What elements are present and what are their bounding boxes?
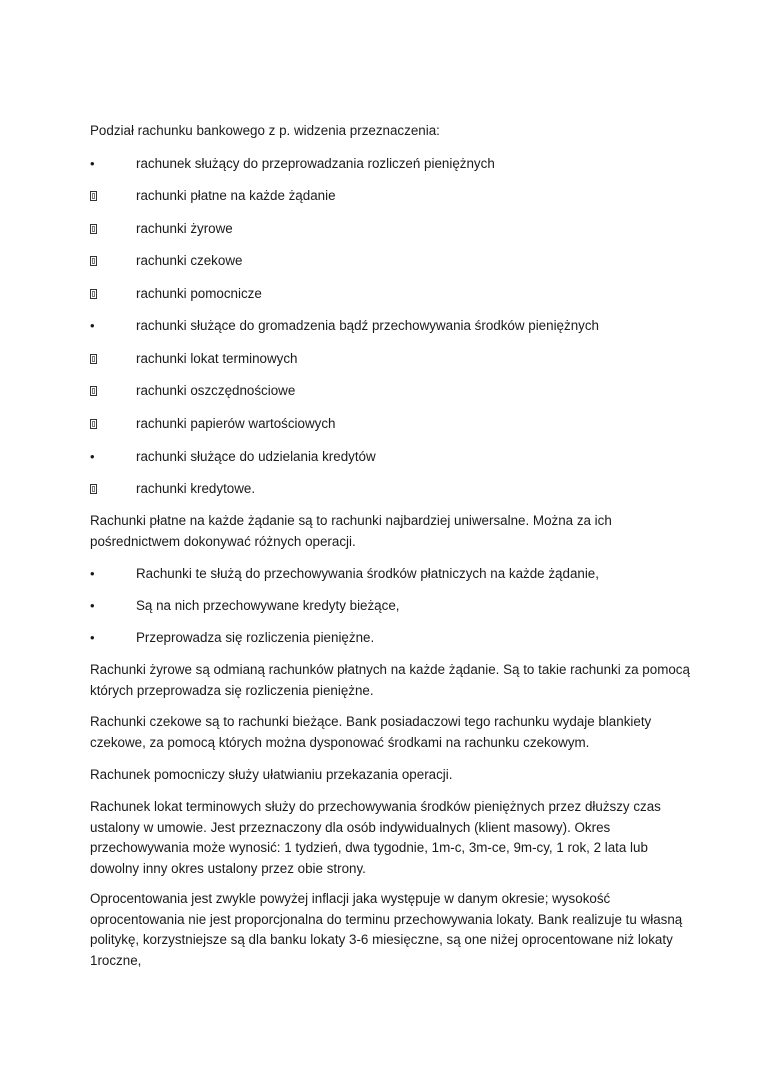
paragraph: Rachunek lokat terminowych służy do przechowywania środków pieniężnych przez dłuższy czas ustalony w umowie. Jest przeznaczony dla osób indywidualnych (klient masowy). Okres przechowywania może wynosić: 1 tydzień, dwa tygodnie, 1m-c, 3m-ce, 9m-cy, 1 rok, 2 lata lub dowolny inny okres ustalony przez obie strony. (90, 799, 661, 876)
missing-glyph-icon (90, 251, 110, 271)
missing-glyph-icon (90, 479, 110, 499)
missing-glyph-icon (90, 284, 110, 304)
bullet-icon: • (90, 156, 95, 171)
missing-glyph-icon (90, 219, 110, 239)
missing-glyph-icon (90, 381, 110, 401)
paragraph: Rachunki płatne na każde żądanie są to rachunki najbardziej uniwersalne. Można za ich pośrednictwem dokonywać różnych operacji. (90, 513, 612, 549)
paragraph: Oprocentowania jest zwykle powyżej inflacji jaka występuje w danym okresie; wysokość oprocentowania nie jest proporcjonalna do terminu przechowywania lokaty. Bank realizuje tu własną politykę, korzystniejsze są dla banku lokaty 3-6 miesięczne, są one niżej oprocentowane niż lokaty 1roczne, (90, 891, 683, 968)
paragraph: Rachunki żyrowe są odmianą rachunków płatnych na każde żądanie. Są to takie rachunki za pomocą których przeprowadza się rozliczenia pieniężne. (90, 662, 690, 698)
bullet-icon: • (90, 630, 95, 645)
bullet-icon: • (90, 449, 95, 464)
paragraph: Rachunek pomocniczy służy ułatwianiu przekazania operacji. (90, 767, 453, 782)
missing-glyph-icon (90, 186, 110, 206)
bullet-icon: • (90, 598, 95, 613)
bullet-icon: • (90, 318, 95, 333)
section-heading: Podział rachunku bankowego z p. widzenia przeznaczenia: (90, 123, 440, 138)
missing-glyph-icon (90, 349, 110, 369)
missing-glyph-icon (90, 414, 110, 434)
paragraph: Rachunki czekowe są to rachunki bieżące. Bank posiadaczowi tego rachunku wydaje blankiety czekowe, za pomocą których można dysponować środkami na rachunku czekowym. (90, 714, 652, 750)
document-page: Podział rachunku bankowego z p. widzenia przeznaczenia: • rachunek służący do przeprowadzania rozliczeń pieniężnych rachunki płatne na każde żądanie rachunki żyrowe rachunki czekowe rachunki pomocnicze • rachunki służące do gromadzenia bądź przechowywania środków pieniężnych rachunki lokat terminowych rachunki oszczędnościowe rachunki papierów wartościowych • rachunki służące do udzielania kredytów rachunki kredytowe. Rachunki płatne na każde żądanie są to rachunki najbardziej uniwersalne. Można za ich pośrednictwem dokonywać różnych operacji. • Rachunki te służą do przechowywania środków płatniczych na każde żądanie, • Są na nich przechowywane kredyty bieżące, • Przeprowadza się rozliczenia pieniężne. Rachunki żyrowe są odmianą rachunków płatnych na każde żądanie. Są to takie rachunki za pomocą których przeprowadza się rozliczenia pieniężne. Rachunki czekowe są to rachunki bieżące. Bank posiadaczowi tego rachunku wydaje blankiety czekowe, za pomocą których można dysponować środkami na rachunku czekowym. Rachunek pomocniczy służy ułatwianiu przekazania operacji. Rachunek lokat terminowych służy do przechowywania środków pieniężnych przez dłuższy czas ustalony w umowie. Jest przeznaczony dla osób indywidualnych (klient masowy). Okres przechowywania może wynosić: 1 tydzień, dwa tygodnie, 1m-c, 3m-ce, 9m-cy, 1 rok, 2 lata lub dowolny inny okres ustalony przez obie strony. Oprocentowania jest zwykle powyżej inflacji jaka występuje w danym okresie; wysokość oprocentowania nie jest proporcjonalna do terminu przechowywania lokaty. Bank realizuje tu własną politykę, korzystniejsze są dla banku lokaty 3-6 miesięczne, są one niżej oprocentowane niż lokaty 1roczne, (0, 0, 760, 1075)
bullet-icon: • (90, 566, 95, 581)
